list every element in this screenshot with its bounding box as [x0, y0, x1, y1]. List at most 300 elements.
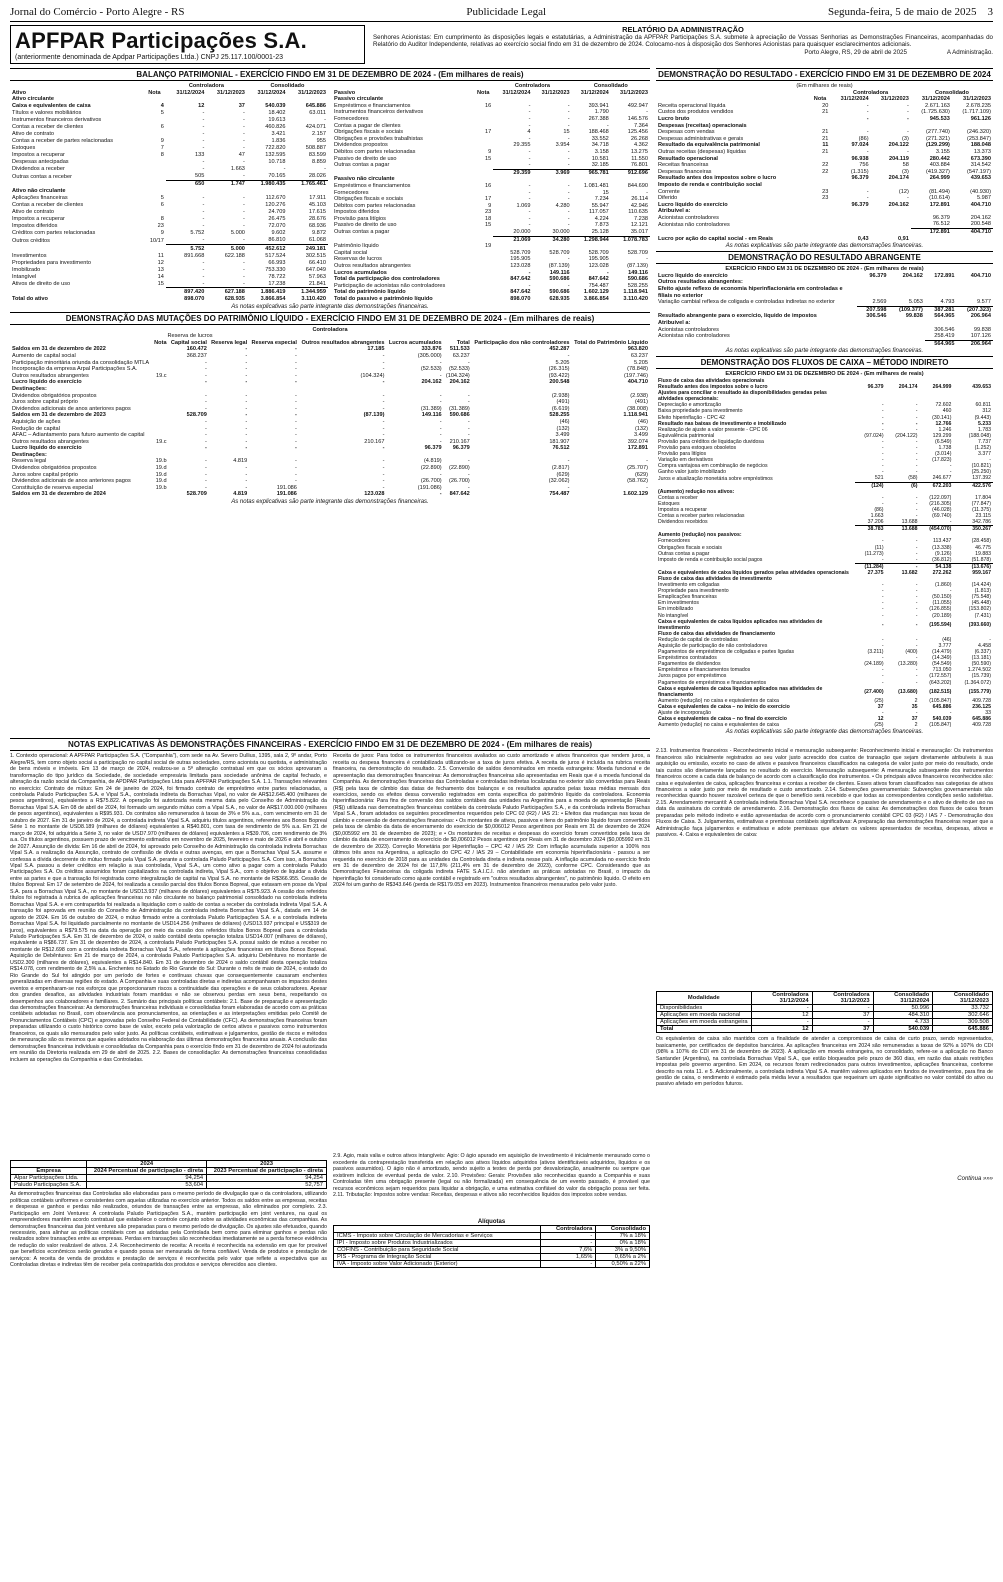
row-value: (58) [908, 475, 918, 482]
row-value: - [915, 643, 918, 649]
assets-table [10, 83, 328, 303]
row-value: - [907, 109, 909, 116]
row-value: - [467, 471, 470, 478]
row-value: 754.487 [549, 491, 570, 498]
row-value: 112.670 [265, 195, 286, 202]
row-value: 96.379 [851, 175, 869, 182]
assets-row [10, 152, 328, 159]
row-value [152, 412, 169, 419]
row-label: Passivo de direito de uso [334, 155, 397, 162]
row-value [871, 215, 911, 222]
row-value: 210.167 [364, 438, 385, 445]
row-value [810, 116, 831, 123]
participation-row [11, 1175, 327, 1182]
equity-row [10, 452, 650, 459]
row-value: 19 [485, 243, 492, 250]
row-value: 645.886 [932, 703, 952, 710]
row-value: 200.548 [549, 379, 570, 386]
row-label: Lucro líquido do exercício [658, 201, 728, 208]
row-label: Juros sobre capital próprio [12, 399, 78, 406]
row-value: 133 [195, 152, 205, 159]
tax-header-row-cell: Controladora [541, 1226, 596, 1233]
row-value: 4.224 [594, 215, 609, 222]
liabilities-row [332, 162, 650, 169]
row-value: 13.682 [901, 569, 918, 576]
row-value: 7.364 [634, 122, 648, 129]
row-value: (2.938) [630, 392, 648, 399]
row-value: 97.024 [851, 142, 869, 149]
row-label: Empréstimos e financiamentos [334, 182, 411, 189]
row-value: - [295, 366, 297, 373]
row-label: Outros resultados abrangentes [12, 372, 89, 379]
row-value [871, 208, 911, 215]
row-value: - [915, 667, 918, 674]
cashflow-row [656, 619, 993, 631]
row-value: 484.310 [873, 1012, 933, 1019]
row-value: - [205, 471, 207, 478]
row-value: 5.233 [978, 420, 991, 427]
row-label: Atribuível a: [658, 208, 691, 215]
equity-group: Controladora [312, 326, 348, 333]
row-value: 1.886.419 [247, 288, 288, 296]
row-value: (10.821) [971, 463, 991, 470]
row-value: 1.298.944 [572, 236, 611, 243]
row-value: 1.765.461 [287, 181, 328, 189]
income-row [656, 136, 993, 143]
row-value: 37 [812, 1026, 873, 1033]
row-label: Outras contas a pagar [334, 162, 390, 169]
row-label: (Aumento) redução nos ativos: [658, 488, 735, 495]
row-label: Impostos a recuperar [658, 506, 708, 513]
row-value: 528.709 [510, 249, 531, 256]
row-value: 20.000 [513, 229, 531, 236]
tax-header-row [334, 1226, 650, 1233]
row-value: 1.836 [271, 138, 286, 145]
row-label: Participação minoritária oriunda da consolidação MTLA [12, 359, 150, 366]
row-value: - [439, 392, 442, 399]
row-value: 30.000 [552, 229, 570, 236]
row-value: 160.472 [186, 346, 207, 353]
row-value: 1.663 [870, 513, 884, 520]
row-label: Estoques [658, 500, 680, 507]
row-value: 172.891 [929, 201, 950, 208]
row-value [830, 208, 870, 215]
row-value: - [881, 420, 884, 427]
row-value: 21.069 [493, 236, 532, 243]
row-value: - [295, 432, 297, 439]
row-value: 37 [812, 1012, 873, 1019]
row-value [493, 243, 532, 250]
row-value: 302.646 [933, 1012, 993, 1019]
row-value: - [915, 408, 918, 415]
income-row [656, 169, 993, 176]
row-label: Lucros acumulados [334, 269, 387, 276]
row-value [957, 286, 994, 299]
row-value: 76.512 [552, 445, 570, 452]
row-label: Fornecedores [334, 189, 369, 196]
row-value: 898.070 [510, 296, 531, 302]
row-value: 110.635 [628, 209, 648, 216]
row-value: 206.964 [970, 313, 991, 320]
liabilities-table [332, 83, 650, 303]
row-value: 204.162 [970, 214, 991, 221]
row-value [143, 288, 166, 296]
row-value: (20.189) [932, 612, 952, 619]
income-row [656, 175, 993, 182]
row-value: 15 [485, 155, 492, 162]
row-value: 5.752 [190, 230, 205, 237]
row-value: - [886, 563, 920, 570]
row-value [473, 176, 493, 183]
row-value: - [949, 469, 952, 476]
row-value: - [382, 478, 385, 485]
row-value: (13.676) [953, 563, 993, 570]
row-value [152, 406, 169, 413]
row-label: Atribuível a: [658, 320, 691, 326]
tax-table [333, 1225, 650, 1268]
income-unit: (Em milhares de reais) [796, 83, 853, 89]
row-value: 8 [160, 152, 164, 159]
row-value: (6.619) [551, 405, 570, 412]
assets-row [10, 117, 328, 124]
row-label: Provisão para créditos de liquidação duvidosa [658, 438, 764, 445]
row-value: (58.762) [627, 478, 648, 485]
row-value: - [245, 392, 248, 399]
row-label: Instrumentos financeiros derivativos [334, 109, 424, 116]
row-value: - [866, 115, 869, 122]
row-value: 2 [914, 722, 918, 729]
row-value: (419.327) [925, 168, 950, 175]
row-value: 403.884 [929, 162, 950, 169]
row-value: (400) [905, 649, 918, 656]
income-row [656, 182, 993, 189]
row-label: Provisão para litígios [334, 215, 386, 222]
row-value: - [606, 122, 609, 129]
row-value: 70.165 [268, 173, 286, 180]
row-value: (13.181) [971, 655, 991, 662]
row-value: 9 [488, 148, 492, 155]
row-value: 5.752 [166, 245, 207, 253]
row-value [957, 279, 994, 286]
comprehensive-row [656, 273, 993, 280]
row-value: (46) [559, 418, 570, 425]
row-value [871, 182, 911, 189]
row-label: Disponibilidades [657, 1005, 752, 1012]
row-value: - [567, 215, 570, 222]
row-value: 207.598 [857, 306, 889, 313]
balance-note: As notas explicativas são parte integrante das demonstrações financeiras. [231, 303, 429, 310]
row-value: (271.321) [925, 135, 950, 142]
row-value [143, 209, 166, 216]
row-value: 26.114 [631, 196, 648, 203]
row-label: Receita operacional líquida [658, 102, 726, 109]
row-value: - [528, 196, 531, 203]
row-value: - [467, 418, 470, 425]
row-value: - [881, 588, 884, 595]
row-value: 7.238 [634, 215, 648, 222]
equity-header-row-cell: Participação dos não controladores [474, 339, 570, 346]
row-label: Aquisição de participação de não controladores [658, 643, 768, 649]
row-value: - [528, 135, 531, 142]
row-value: 9 [488, 202, 492, 209]
row-value: 309.508 [933, 1019, 993, 1026]
row-value: 117.057 [588, 209, 609, 216]
row-value [444, 452, 472, 459]
row-label [332, 169, 473, 176]
row-label: Fornecedores [658, 538, 691, 545]
row-value: 18 [485, 215, 492, 222]
row-value: (105.847) [929, 722, 952, 729]
row-label: Em imobilizado [658, 606, 694, 613]
row-value [810, 175, 831, 182]
row-value: 460 [942, 408, 952, 415]
row-value: - [881, 636, 884, 643]
row-value: - [881, 600, 884, 607]
row-label: Aumento de capital social [12, 352, 76, 359]
row-value: - [202, 124, 205, 131]
assets-row [10, 181, 328, 189]
liabilities-row [332, 196, 650, 203]
liabilities-row [332, 103, 650, 110]
row-label: Caixa e equivalentes de caixa – no final do exercício [658, 716, 787, 723]
liabilities-row [332, 263, 650, 270]
row-value: (105.847) [929, 697, 952, 704]
row-value: 15 [485, 222, 492, 229]
row-value: 5.000 [206, 245, 247, 253]
row-value: 149.116 [628, 269, 648, 276]
row-value: 99.838 [905, 313, 923, 320]
row-value: 99.838 [973, 326, 991, 333]
row-label: Resultado da equivalência patrimonial [658, 142, 760, 149]
equity-row [10, 406, 650, 413]
row-value: 404.710 [952, 229, 993, 236]
row-label: Paludo Participações S.A. [11, 1182, 87, 1189]
liabilities-row [332, 289, 650, 296]
row-value: - [243, 145, 245, 152]
comprehensive-row [656, 320, 993, 327]
row-value [857, 327, 889, 334]
row-value: 409.728 [972, 697, 991, 704]
row-label: Passivo circulante [334, 96, 384, 103]
row-value: (126.855) [929, 606, 952, 613]
row-value: - [467, 359, 470, 366]
row-value [473, 96, 493, 103]
comprehensive-row [656, 279, 993, 286]
equity-header-row [10, 340, 650, 347]
row-value [287, 96, 328, 103]
row-value [152, 399, 169, 406]
row-value: 3.866.854 [583, 296, 609, 302]
row-value [493, 176, 532, 183]
row-label: Aplicações em moeda estrangeira [657, 1019, 752, 1026]
row-value: - [881, 594, 884, 601]
row-value: - [243, 266, 245, 273]
equity-table [10, 340, 650, 498]
row-value [830, 215, 870, 222]
row-value: - [907, 115, 909, 122]
row-value: 424.071 [305, 124, 326, 131]
row-label: Imposto de renda e contribuição social [658, 181, 762, 188]
row-label: Emaplicações financeiras [658, 594, 717, 601]
row-value: (1.813) [974, 588, 991, 595]
row-value: 107.126 [970, 333, 991, 340]
row-label: Caixa e equivalentes de caixa líquidos aplicados nas atividades de financiamento [658, 685, 823, 698]
row-value [572, 386, 650, 393]
row-value: - [243, 280, 245, 287]
row-value: - [915, 457, 918, 464]
row-value: - [295, 465, 297, 472]
income-row [656, 195, 993, 202]
row-value: 12 [877, 716, 884, 723]
row-value: - [245, 478, 248, 485]
row-value: 204.162 [902, 272, 923, 279]
row-value: - [205, 458, 207, 465]
equity-row [10, 439, 650, 446]
row-label: Total da participação dos controladores [334, 276, 440, 283]
comprehensive-row [656, 299, 993, 306]
row-value: (87.139) [548, 263, 570, 270]
row-label: Contas a receber de clientes [12, 124, 84, 131]
row-value: 264.999 [929, 175, 950, 182]
row-value: 5.987 [977, 195, 991, 202]
row-value: (454.070) [919, 526, 953, 533]
row-value [857, 279, 889, 286]
row-value: 45.103 [308, 202, 326, 209]
row-value: - [382, 405, 385, 412]
row-value: - [866, 195, 869, 202]
row-value: (109.377) [888, 306, 924, 313]
cashflow-row [656, 722, 993, 728]
row-value: 12 [751, 1012, 812, 1019]
row-label: Outras receitas (despesas) líquidas [658, 148, 746, 155]
row-value: 57.963 [308, 273, 326, 280]
row-value: 204.122 [888, 142, 909, 149]
row-value: 258.419 [934, 333, 955, 340]
row-value: 9 [160, 230, 164, 237]
row-label: Aplicações financeiras [12, 195, 68, 202]
row-value: (11.273) [864, 550, 884, 557]
row-value: 28.026 [308, 173, 326, 180]
row-value: - [245, 379, 248, 386]
row-label: Resultado antes dos impostos sobre o lucro [658, 384, 768, 391]
row-value: 4.362 [634, 142, 648, 149]
row-value [143, 188, 166, 195]
row-value: - [205, 438, 207, 445]
equity-header-row-cell [10, 340, 152, 347]
row-value: - [439, 491, 442, 498]
row-value: - [915, 594, 918, 601]
row-value: 11.550 [631, 155, 648, 162]
row-value: 1.344.959 [287, 288, 328, 296]
row-label: Investimento em coligadas [658, 582, 720, 589]
row-label: Aumento (redução) no caixa e equivalentes de caixa [658, 722, 779, 729]
row-value [473, 270, 493, 277]
row-value: (13.280) [898, 661, 918, 668]
row-value: - [949, 519, 952, 526]
row-label: Redução de capital de controladas [658, 636, 738, 643]
row-value: 754.487 [588, 282, 609, 289]
row-value: - [528, 182, 531, 189]
row-label: Resultado antes dos impostos sobre o lucro [658, 175, 777, 182]
page-number: 3 [987, 6, 993, 18]
row-value: 540.039 [932, 716, 952, 723]
row-value: - [202, 117, 205, 124]
liab-col-2023: 31/12/2023 [541, 89, 570, 96]
row-label: Outros resultados abrangentes [12, 438, 89, 445]
row-value: 333.876 [421, 346, 442, 353]
row-value: (191.086) [417, 484, 442, 491]
cash-row [657, 1019, 993, 1026]
row-value: - [646, 484, 648, 491]
tax-header-row-cell: Consolidado [596, 1226, 650, 1233]
row-value: 63.237 [630, 352, 648, 359]
assets-row [10, 159, 328, 166]
participation-header-row [11, 1168, 327, 1175]
row-value: (1.315) [850, 168, 869, 175]
row-value [857, 340, 889, 347]
row-value: - [915, 513, 918, 520]
row-value: - [881, 612, 884, 619]
row-label: Resultado operacional [658, 155, 718, 162]
row-value: - [915, 636, 918, 643]
row-label: Débitos com partes relacionadas [334, 148, 416, 155]
row-label: Outras contas a pagar [334, 229, 390, 236]
row-value [810, 221, 831, 228]
row-value [169, 386, 209, 393]
row-value: 4 [160, 103, 164, 110]
tax-row [334, 1254, 650, 1261]
row-value: 33.552 [591, 135, 609, 142]
row-value: 672.203 [919, 482, 953, 489]
row-value: (3.211) [867, 649, 884, 656]
row-label [10, 288, 143, 296]
row-value: - [382, 465, 385, 472]
row-value [810, 236, 831, 243]
row-value: - [382, 352, 385, 359]
row-value: - [989, 636, 991, 643]
row-value: - [881, 414, 884, 421]
income-row [656, 208, 993, 215]
row-value: 1.602.129 [623, 491, 648, 498]
cash-header-row-cell: Modalidade [657, 992, 752, 1005]
row-value: 21 [822, 109, 829, 116]
row-value: (22.890) [420, 465, 442, 472]
row-label: Incorporação da empresa Arpal Participações S.A. [12, 366, 138, 373]
equity-row [10, 360, 650, 367]
row-value [143, 166, 166, 173]
row-value: (25.707) [627, 465, 648, 472]
comprehensive-table [656, 273, 993, 348]
management-report [373, 25, 993, 64]
row-value [473, 123, 493, 130]
row-value: (246.320) [967, 129, 991, 136]
row-value: (1.252) [974, 445, 991, 451]
participation-header-row-cell: Empresa [11, 1168, 87, 1175]
assets-row [10, 166, 328, 173]
liab-controladora-group: Controladora [514, 83, 551, 89]
row-value [888, 286, 924, 299]
row-label: Equivalência patrimonial [658, 432, 715, 439]
row-value: (25.250) [971, 469, 991, 476]
row-value: - [202, 195, 205, 202]
row-value: 54.138 [919, 563, 953, 570]
row-value: - [881, 556, 884, 563]
row-value: 172.891 [627, 445, 648, 452]
row-value: - [202, 202, 205, 209]
row-value: 267.388 [588, 115, 609, 122]
company-former-name: (anteriormente denominada de Apdpar Participações Ltda.) CNPJ 25.117.100/0001-23 [15, 54, 283, 61]
row-value: - [205, 392, 207, 399]
